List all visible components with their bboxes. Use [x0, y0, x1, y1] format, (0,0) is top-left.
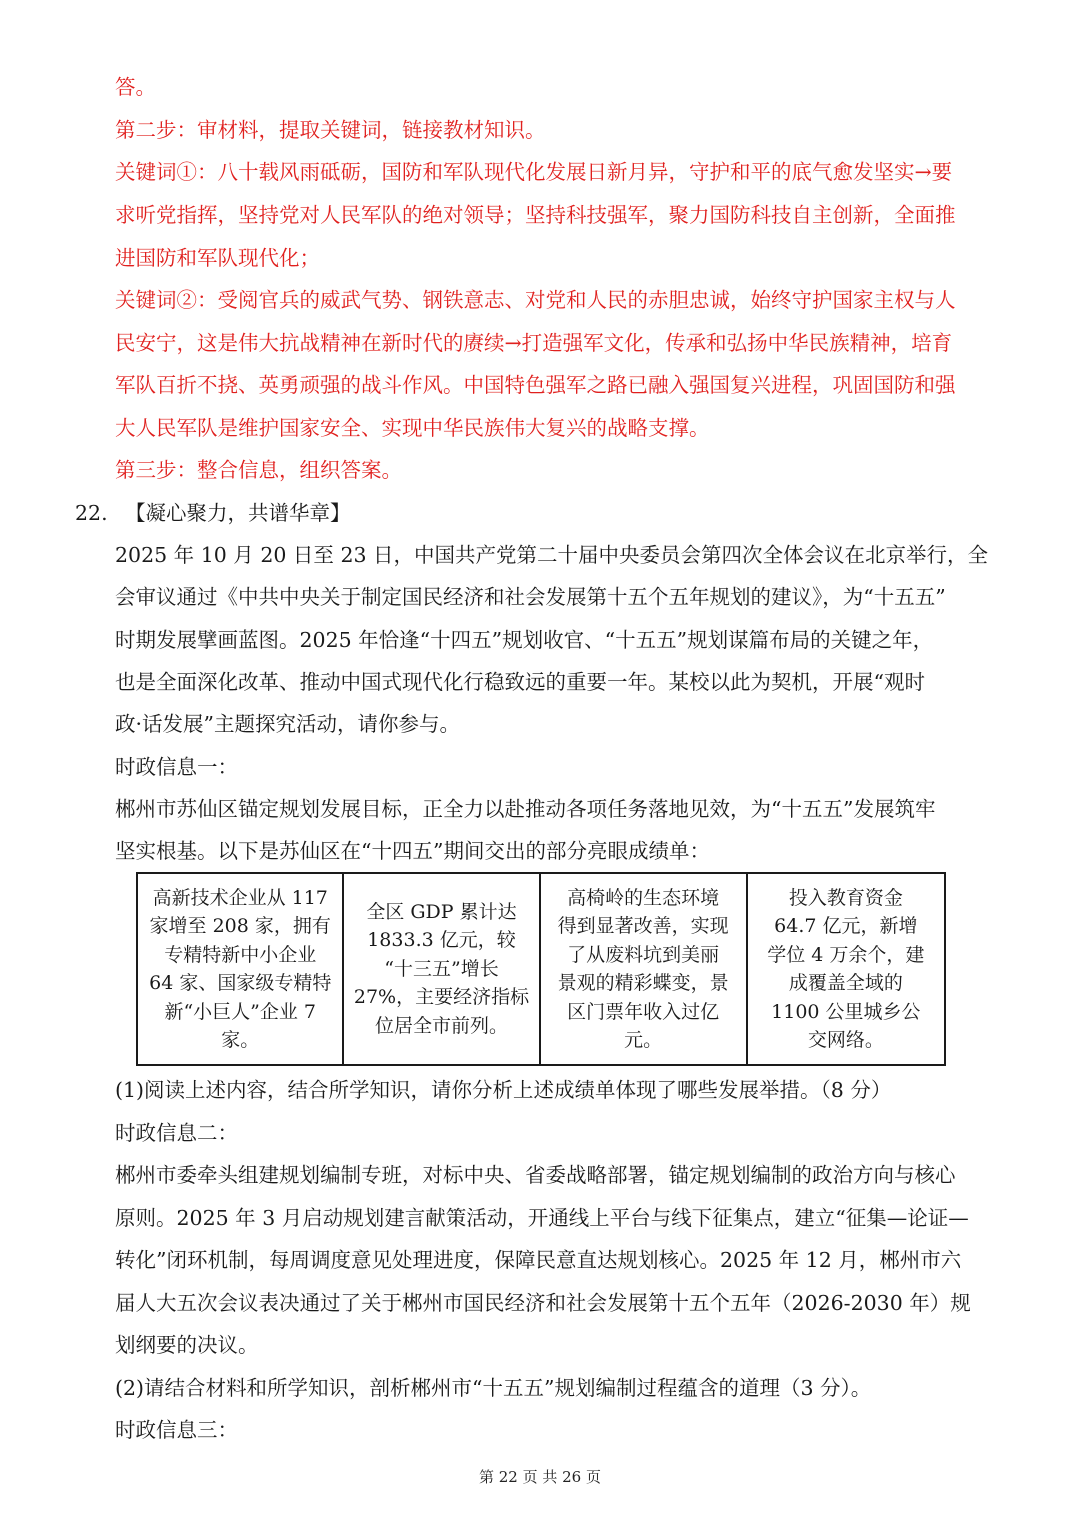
- table-cell: 投入教育资金 64.7 亿元，新增 学位 4 万余个，建 成覆盖全域的 1100 公里城乡公 交网络。: [747, 873, 945, 1065]
- keyword2-line: 大人民军队是维护国家安全、实现中华民族伟大复兴的战略支撑。: [115, 416, 710, 440]
- intro-line: 时期发展擘画蓝图。2025 年恰逢“十四五”规划收官、“十五五”规划谋篇布局的关键之年，: [115, 628, 934, 652]
- subquestion-1: (1)阅读上述内容，结合所学知识，请你分析上述成绩单体现了哪些发展举措。（8 分）: [115, 1078, 892, 1102]
- question-number: 22.: [75, 501, 108, 525]
- keyword2-line: 关键词②：受阅官兵的威武气势、钢铁意志、对党和人民的赤胆忠诚，始终守护国家主权与人: [115, 288, 956, 312]
- info3-label: 时政信息三：: [115, 1418, 238, 1442]
- info1-line: 坚实根基。以下是苏仙区在“十四五”期间交出的部分亮眼成绩单：: [115, 839, 710, 863]
- info2-line: 届人大五次会议表决通过了关于郴州市国民经济和社会发展第十五个五年（2026-2030 年）规: [115, 1291, 971, 1315]
- info1-line: 郴州市苏仙区锚定规划发展目标，正全力以赴推动各项任务落地见效，为“十五五”发展筑牢: [115, 797, 936, 821]
- answer-line-end: 答。: [115, 75, 156, 99]
- table-row: [137, 873, 945, 1065]
- intro-line: 政·话发展”主题探究活动，请你参与。: [115, 712, 460, 736]
- info1-label: 时政信息一：: [115, 755, 238, 779]
- keyword1-line: 关键词①：八十载风雨砥砺，国防和军队现代化发展日新月异，守护和平的底气愈发坚实→要: [115, 160, 953, 184]
- subquestion-2: (2)请结合材料和所学知识，剖析郴州市“十五五”规划编制过程蕴含的道理（3 分）。: [115, 1376, 872, 1400]
- keyword1-line: 进国防和军队现代化；: [115, 246, 320, 270]
- keyword2-line: 军队百折不挠、英勇顽强的战斗作风。中国特色强军之路已融入强国复兴进程，巩固国防和强: [115, 373, 956, 397]
- keyword1-line: 求听党指挥，坚持党对人民军队的绝对领导；坚持科技强军，聚力国防科技自主创新，全面推: [115, 203, 956, 227]
- step-two: 第二步：审材料，提取关键词，链接教材知识。: [115, 118, 546, 142]
- table-cell: 高椅岭的生态环境 得到显著改善，实现 了从废料坑到美丽 景观的精彩蝶变，景 区门票年收入过亿 元。: [540, 873, 747, 1065]
- question-title: 【凝心聚力，共谱华章】: [125, 501, 351, 525]
- table-cell: 高新技术企业从 117 家增至 208 家，拥有 专精特新中小企业 64 家、国家级专精特 新“小巨人”企业 7 家。: [137, 873, 343, 1065]
- step-three: 第三步：整合信息，组织答案。: [115, 458, 402, 482]
- info2-line: 郴州市委牵头组建规划编制专班，对标中央、省委战略部署，锚定规划编制的政治方向与核心: [115, 1163, 956, 1187]
- info2-label: 时政信息二：: [115, 1121, 238, 1145]
- intro-line: 也是全面深化改革、推动中国式现代化行稳致远的重要一年。某校以此为契机，开展“观时: [115, 670, 925, 694]
- keyword2-line: 民安宁，这是伟大抗战精神在新时代的赓续→打造强军文化，传承和弘扬中华民族精神，培育: [115, 331, 953, 355]
- intro-line: 2025 年 10 月 20 日至 23 日，中国共产党第二十届中央委员会第四次全体会议在北京举行，全: [115, 543, 989, 567]
- page-footer: 第 22 页 共 26 页: [478, 1468, 601, 1486]
- intro-line: 会审议通过《中共中央关于制定国民经济和社会发展第十五个五年规划的建议》，为“十五五”: [115, 585, 946, 609]
- info2-line: 划纲要的决议。: [115, 1333, 259, 1357]
- info2-line: 转化”闭环机制，每周调度意见处理进度，保障民意直达规划核心。2025 年 12 月，郴州市六: [115, 1248, 962, 1272]
- table-cell: 全区 GDP 累计达 1833.3 亿元，较 “十三五”增长 27%，主要经济指标 位居全市前列。: [343, 873, 539, 1065]
- achievement-table: [136, 872, 946, 1066]
- info2-line: 原则。2025 年 3 月启动规划建言献策活动，开通线上平台与线下征集点，建立“征集—论证—: [115, 1206, 969, 1230]
